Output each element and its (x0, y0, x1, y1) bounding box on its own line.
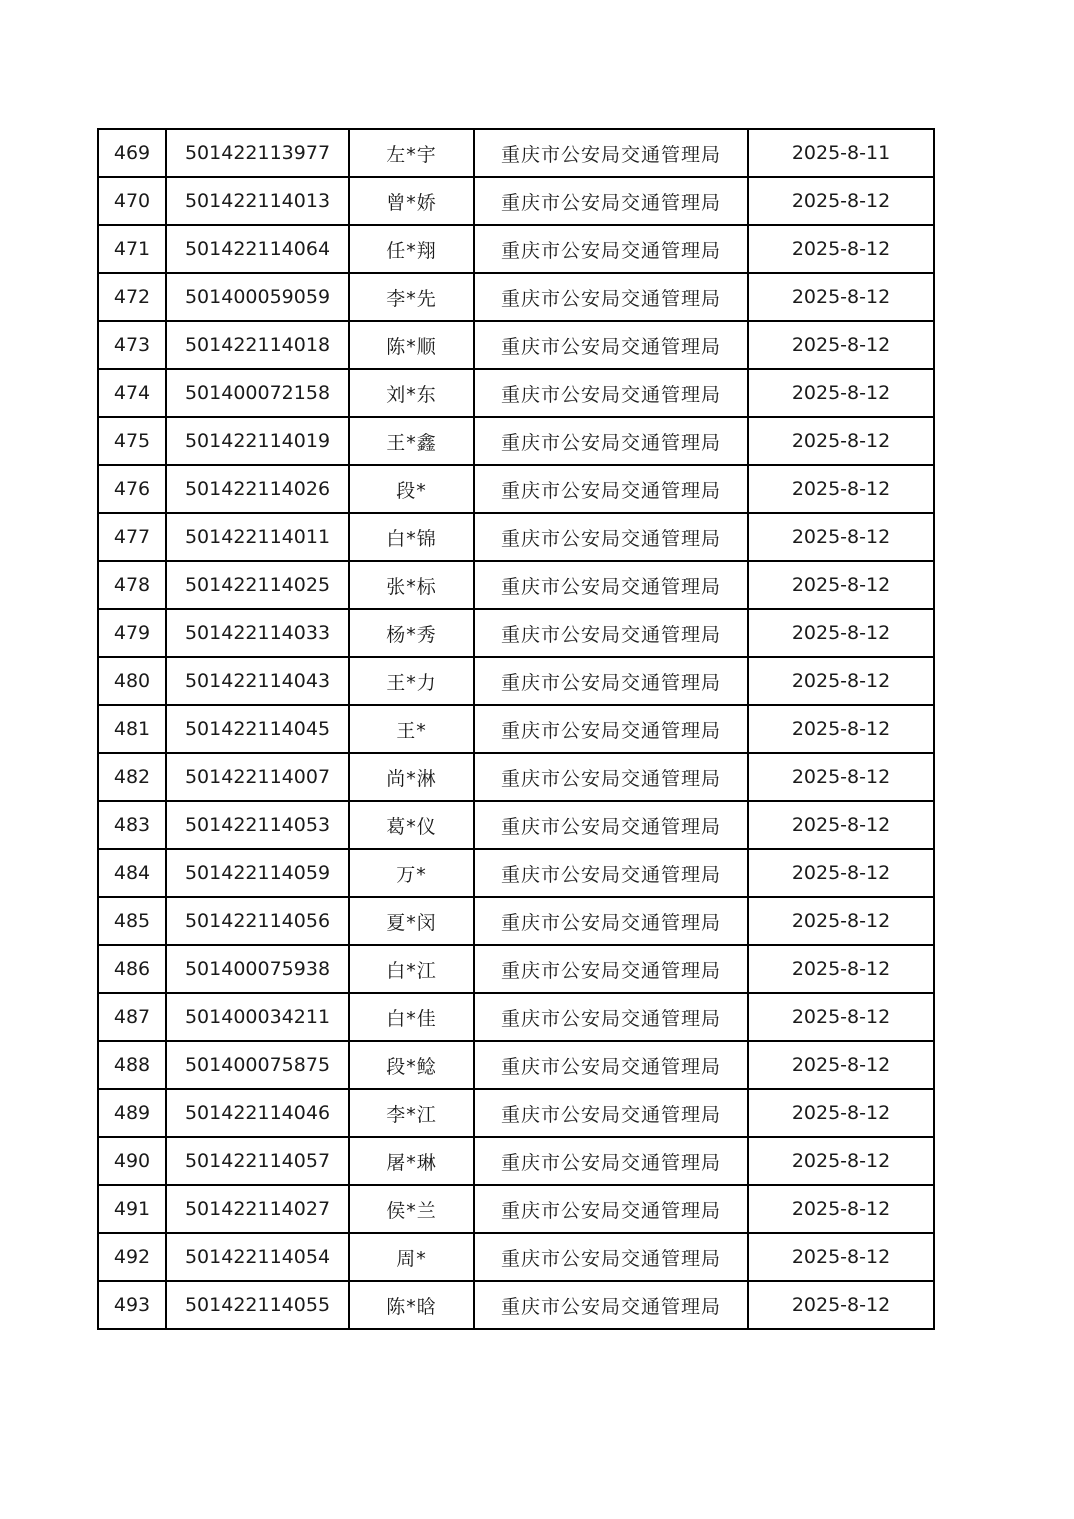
date-cell: 2025-8-12 (748, 801, 934, 849)
code-cell: 501422114007 (166, 753, 349, 801)
organization-cell: 重庆市公安局交通管理局 (474, 561, 748, 609)
date-cell: 2025-8-12 (748, 177, 934, 225)
row-number-cell: 474 (98, 369, 166, 417)
name-cell: 侯*兰 (349, 1185, 474, 1233)
row-number-cell: 488 (98, 1041, 166, 1089)
date-cell: 2025-8-12 (748, 753, 934, 801)
code-cell: 501422113977 (166, 129, 349, 177)
row-number-cell: 479 (98, 609, 166, 657)
roster-table (97, 128, 935, 1330)
table-row (98, 177, 934, 225)
name-cell: 白*江 (349, 945, 474, 993)
table-row (98, 1185, 934, 1233)
code-cell: 501422114033 (166, 609, 349, 657)
code-cell: 501422114053 (166, 801, 349, 849)
organization-cell: 重庆市公安局交通管理局 (474, 1233, 748, 1281)
organization-cell: 重庆市公安局交通管理局 (474, 1041, 748, 1089)
code-cell: 501400075938 (166, 945, 349, 993)
code-cell: 501400072158 (166, 369, 349, 417)
date-cell: 2025-8-12 (748, 513, 934, 561)
code-cell: 501422114064 (166, 225, 349, 273)
code-cell: 501422114054 (166, 1233, 349, 1281)
organization-cell: 重庆市公安局交通管理局 (474, 1185, 748, 1233)
date-cell: 2025-8-12 (748, 369, 934, 417)
date-cell: 2025-8-12 (748, 1137, 934, 1185)
name-cell: 葛*仪 (349, 801, 474, 849)
code-cell: 501400034211 (166, 993, 349, 1041)
row-number-cell: 485 (98, 897, 166, 945)
date-cell: 2025-8-12 (748, 321, 934, 369)
date-cell: 2025-8-12 (748, 1185, 934, 1233)
table-row (98, 849, 934, 897)
name-cell: 周* (349, 1233, 474, 1281)
row-number-cell: 473 (98, 321, 166, 369)
organization-cell: 重庆市公安局交通管理局 (474, 657, 748, 705)
roster-table-body (98, 129, 934, 1329)
row-number-cell: 482 (98, 753, 166, 801)
row-number-cell: 472 (98, 273, 166, 321)
code-cell: 501422114026 (166, 465, 349, 513)
row-number-cell: 470 (98, 177, 166, 225)
table-row (98, 561, 934, 609)
table-row (98, 417, 934, 465)
code-cell: 501422114025 (166, 561, 349, 609)
name-cell: 张*标 (349, 561, 474, 609)
row-number-cell: 493 (98, 1281, 166, 1329)
code-cell: 501422114027 (166, 1185, 349, 1233)
row-number-cell: 478 (98, 561, 166, 609)
table-row (98, 945, 934, 993)
date-cell: 2025-8-12 (748, 1281, 934, 1329)
row-number-cell: 476 (98, 465, 166, 513)
row-number-cell: 475 (98, 417, 166, 465)
name-cell: 白*佳 (349, 993, 474, 1041)
date-cell: 2025-8-12 (748, 609, 934, 657)
table-row (98, 225, 934, 273)
table-row (98, 897, 934, 945)
date-cell: 2025-8-12 (748, 945, 934, 993)
organization-cell: 重庆市公安局交通管理局 (474, 993, 748, 1041)
name-cell: 曾*娇 (349, 177, 474, 225)
row-number-cell: 471 (98, 225, 166, 273)
code-cell: 501422114011 (166, 513, 349, 561)
name-cell: 任*翔 (349, 225, 474, 273)
name-cell: 刘*东 (349, 369, 474, 417)
organization-cell: 重庆市公安局交通管理局 (474, 945, 748, 993)
name-cell: 王*鑫 (349, 417, 474, 465)
organization-cell: 重庆市公安局交通管理局 (474, 513, 748, 561)
date-cell: 2025-8-12 (748, 225, 934, 273)
row-number-cell: 483 (98, 801, 166, 849)
date-cell: 2025-8-12 (748, 561, 934, 609)
date-cell: 2025-8-12 (748, 273, 934, 321)
date-cell: 2025-8-12 (748, 465, 934, 513)
code-cell: 501422114045 (166, 705, 349, 753)
code-cell: 501422114056 (166, 897, 349, 945)
table-row (98, 465, 934, 513)
code-cell: 501422114046 (166, 1089, 349, 1137)
organization-cell: 重庆市公安局交通管理局 (474, 705, 748, 753)
table-row (98, 1137, 934, 1185)
row-number-cell: 484 (98, 849, 166, 897)
date-cell: 2025-8-12 (748, 993, 934, 1041)
name-cell: 杨*秀 (349, 609, 474, 657)
name-cell: 李*江 (349, 1089, 474, 1137)
name-cell: 万* (349, 849, 474, 897)
name-cell: 左*宇 (349, 129, 474, 177)
organization-cell: 重庆市公安局交通管理局 (474, 369, 748, 417)
organization-cell: 重庆市公安局交通管理局 (474, 753, 748, 801)
table-row (98, 1089, 934, 1137)
table-row (98, 801, 934, 849)
code-cell: 501422114043 (166, 657, 349, 705)
table-row (98, 513, 934, 561)
organization-cell: 重庆市公安局交通管理局 (474, 321, 748, 369)
name-cell: 陈*晗 (349, 1281, 474, 1329)
table-row (98, 1281, 934, 1329)
code-cell: 501422114019 (166, 417, 349, 465)
organization-cell: 重庆市公安局交通管理局 (474, 801, 748, 849)
date-cell: 2025-8-12 (748, 1041, 934, 1089)
table-row (98, 1233, 934, 1281)
name-cell: 白*锦 (349, 513, 474, 561)
table-row (98, 321, 934, 369)
table-row (98, 993, 934, 1041)
name-cell: 王* (349, 705, 474, 753)
organization-cell: 重庆市公安局交通管理局 (474, 1281, 748, 1329)
table-row (98, 1041, 934, 1089)
name-cell: 尚*淋 (349, 753, 474, 801)
row-number-cell: 487 (98, 993, 166, 1041)
row-number-cell: 486 (98, 945, 166, 993)
table-row (98, 369, 934, 417)
table-row (98, 609, 934, 657)
name-cell: 段* (349, 465, 474, 513)
code-cell: 501422114013 (166, 177, 349, 225)
date-cell: 2025-8-12 (748, 705, 934, 753)
organization-cell: 重庆市公安局交通管理局 (474, 897, 748, 945)
code-cell: 501422114059 (166, 849, 349, 897)
row-number-cell: 480 (98, 657, 166, 705)
organization-cell: 重庆市公安局交通管理局 (474, 849, 748, 897)
row-number-cell: 477 (98, 513, 166, 561)
row-number-cell: 489 (98, 1089, 166, 1137)
table-row (98, 129, 934, 177)
date-cell: 2025-8-12 (748, 417, 934, 465)
date-cell: 2025-8-12 (748, 1233, 934, 1281)
organization-cell: 重庆市公安局交通管理局 (474, 609, 748, 657)
table-row (98, 705, 934, 753)
name-cell: 李*先 (349, 273, 474, 321)
code-cell: 501422114055 (166, 1281, 349, 1329)
row-number-cell: 490 (98, 1137, 166, 1185)
code-cell: 501422114018 (166, 321, 349, 369)
row-number-cell: 492 (98, 1233, 166, 1281)
organization-cell: 重庆市公安局交通管理局 (474, 417, 748, 465)
date-cell: 2025-8-11 (748, 129, 934, 177)
code-cell: 501422114057 (166, 1137, 349, 1185)
name-cell: 夏*闵 (349, 897, 474, 945)
row-number-cell: 469 (98, 129, 166, 177)
date-cell: 2025-8-12 (748, 1089, 934, 1137)
name-cell: 段*鲶 (349, 1041, 474, 1089)
row-number-cell: 481 (98, 705, 166, 753)
organization-cell: 重庆市公安局交通管理局 (474, 129, 748, 177)
table-row (98, 753, 934, 801)
date-cell: 2025-8-12 (748, 897, 934, 945)
name-cell: 陈*顺 (349, 321, 474, 369)
name-cell: 屠*琳 (349, 1137, 474, 1185)
date-cell: 2025-8-12 (748, 657, 934, 705)
date-cell: 2025-8-12 (748, 849, 934, 897)
organization-cell: 重庆市公安局交通管理局 (474, 1137, 748, 1185)
organization-cell: 重庆市公安局交通管理局 (474, 177, 748, 225)
name-cell: 王*力 (349, 657, 474, 705)
code-cell: 501400059059 (166, 273, 349, 321)
organization-cell: 重庆市公安局交通管理局 (474, 273, 748, 321)
code-cell: 501400075875 (166, 1041, 349, 1089)
table-row (98, 273, 934, 321)
organization-cell: 重庆市公安局交通管理局 (474, 465, 748, 513)
organization-cell: 重庆市公安局交通管理局 (474, 1089, 748, 1137)
row-number-cell: 491 (98, 1185, 166, 1233)
organization-cell: 重庆市公安局交通管理局 (474, 225, 748, 273)
table-row (98, 657, 934, 705)
